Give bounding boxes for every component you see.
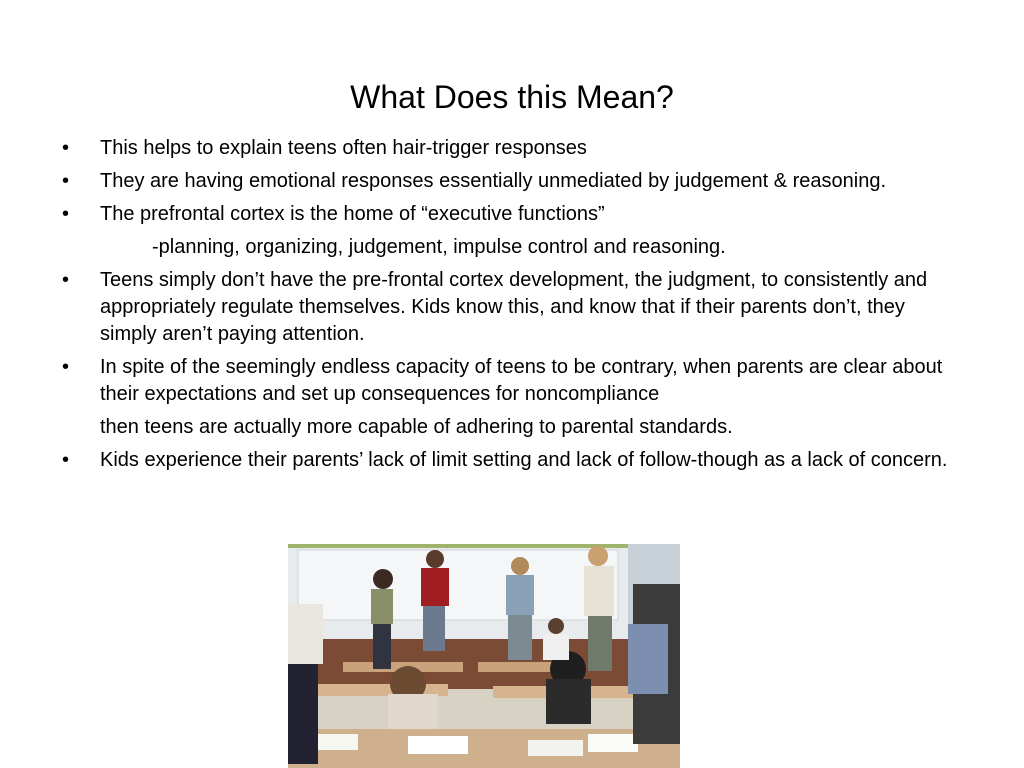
bullet-item: [62, 267, 962, 348]
bullet-text: Kids experience their parents’ lack of limit setting and lack of follow-though as a lack of concern.: [100, 449, 948, 471]
bullet-list: [62, 135, 962, 480]
bullet-marker: •: [62, 449, 70, 471]
sub-item: [62, 234, 962, 261]
bullet-marker: •: [62, 170, 70, 192]
bullet-item: [62, 135, 962, 162]
bullet-marker: •: [62, 356, 70, 378]
bullet-text: This helps to explain teens often hair-trigger responses: [100, 137, 587, 159]
bullet-item: [62, 201, 962, 228]
bullet-item: [62, 447, 962, 474]
classroom-photo: [288, 544, 680, 768]
bullet-marker: •: [62, 269, 70, 291]
bullet-marker: •: [62, 203, 70, 225]
bullet-item: [62, 354, 962, 408]
slide-title: What Does this Mean?: [350, 79, 674, 115]
classroom-photo-illustration: [288, 544, 680, 768]
bullet-text: They are having emotional responses essentially unmediated by judgement & reasoning.: [100, 170, 887, 192]
bullet-marker: •: [62, 137, 70, 159]
sub-text: -planning, organizing, judgement, impulse control and reasoning.: [152, 236, 726, 258]
bullet-text: In spite of the seemingly endless capacity of teens to be contrary, when parents are clear about their expectations and set up consequences for noncompliance: [100, 356, 943, 405]
bullet-text: Teens simply don’t have the pre-frontal cortex development, the judgment, to consistently and appropriately regulate themselves. Kids know this, and know that if their parents don’t, they simply aren’t paying attention.: [100, 269, 928, 345]
bullet-item: [62, 168, 962, 195]
continuation-text: then teens are actually more capable of adhering to parental standards.: [100, 416, 733, 438]
bullet-text: The prefrontal cortex is the home of “executive functions”: [100, 203, 605, 225]
continuation-item: [62, 414, 962, 441]
